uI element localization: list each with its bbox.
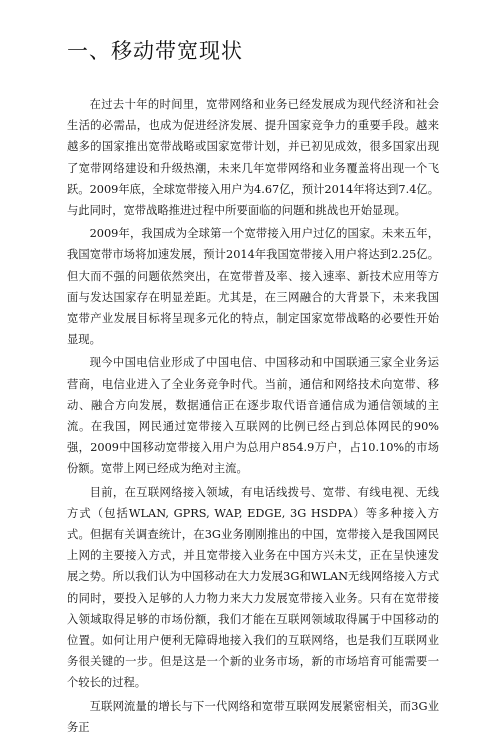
- body-paragraph-5: 互联网流量的增长与下一代网络和宽带互联网发展紧密相关，而3G业务正: [67, 699, 439, 734]
- body-paragraph-2: 2009年，我国成为全球第一个宽带接入用户过亿的国家。未来五年，我国宽带市场将加速发展，预计2014年我国宽带接入用户将达到2.25亿。但大而不强的问题依然突出，在宽带普及率、接入速率、新技术应用等方面与发达国家存在明显差距。尤其是，在三网融合的大背景下，未来我国宽带产业发展目标将呈现多元化的特点，制定国家宽带战略的必要性开始显现。: [67, 227, 439, 347]
- body-paragraph-1: 在过去十年的时间里，宽带网络和业务已经发展成为现代经济和社会生活的必需品，也成为促进经济发展、提升国家竞争力的重要手段。越来越多的国家推出宽带战略或国家宽带计划，并已初见成效，很多国家出现了宽带网络建设和升级热潮，未来几年宽带网络和业务覆盖将出现一个飞跃。2009年底，全球宽带接入用户为4.67亿，预计2014年将达到7.4亿。与此同时，宽带战略推进过程中所要面临的问题和挑战也开始显现。: [67, 98, 439, 218]
- body-paragraph-3: 现今中国电信业形成了中国电信、中国移动和中国联通三家全业务运营商，电信业进入了全业务竞争时代。当前，通信和网络技术向宽带、移动、融合方向发展，数据通信正在逐步取代语音通信成为通信领域的主流。在我国，网民通过宽带接入互联网的比例已经占到总体网民的90%强，2009中国移动宽带接入用户为总用户854.9万户，占10.10%的市场份额。宽带上网已经成为绝对主流。: [67, 356, 439, 476]
- body-paragraph-4: 目前，在互联网络接入领域，有电话线拨号、宽带、有线电视、无线方式（包括WLAN, GPRS, WAP, EDGE, 3G HSDPA）等多种接入方式。但据有关调查统计，在3G业务刚刚推出的中国，宽带接入是我国网民上网的主要接入方式，并且宽带接入业务在中国方兴未艾，正在呈快速发展之势。所以我们认为中国移动在大力发展3G和WLAN无线网络接入方式的同时，要投入足够的人力物力来大力发展宽带接入业务。只有在宽带接入领域取得足够的市场份额，我们才能在互联网领域取得属于中国移动的位置。如何让用户便利无障碍地接入我们的互联网络，也是我们互联网业务很关键的一步。但是这是一个新的业务市场，新的市场培育可能需要一个较长的过程。: [67, 485, 439, 690]
- section-heading: 一、移动带宽现状: [67, 39, 243, 63]
